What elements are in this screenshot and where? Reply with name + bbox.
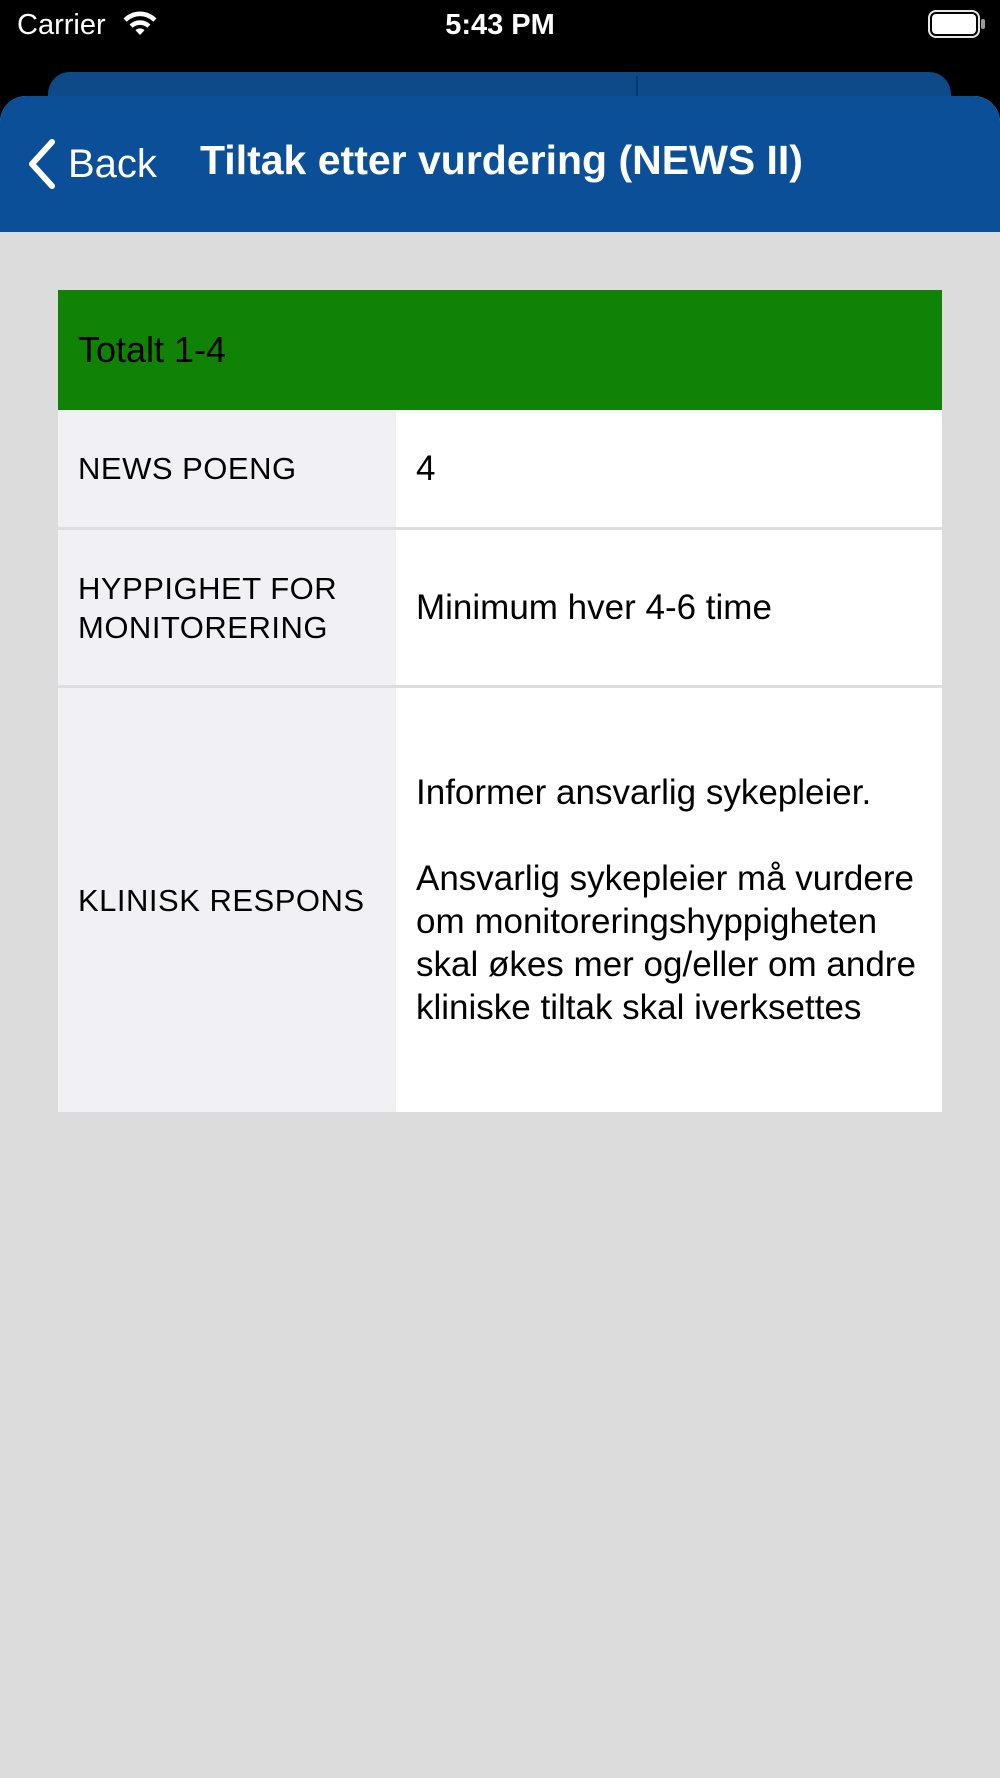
table-row-news-score bbox=[58, 410, 942, 530]
row-value: 4 bbox=[396, 410, 942, 527]
navigation-bar bbox=[0, 96, 1000, 232]
row-label: HYPPIGHET FOR MONITORERING bbox=[58, 530, 396, 685]
clinical-response-text bbox=[416, 771, 922, 1029]
clock-time: 5:43 PM bbox=[445, 9, 555, 41]
score-card bbox=[58, 290, 942, 1112]
score-range-header: Totalt 1-4 bbox=[58, 290, 942, 410]
row-value bbox=[396, 688, 942, 1112]
clinical-response-paragraph: Ansvarlig sykepleier må vurdere om monitoreringshyppigheten skal økes mer og/eller om andre kliniske tiltak skal iverksettes bbox=[416, 859, 916, 1027]
carrier-label: Carrier bbox=[17, 9, 106, 41]
back-label: Back bbox=[68, 142, 157, 186]
chevron-left-icon bbox=[26, 138, 58, 190]
clinical-response-paragraph: Informer ansvarlig sykepleier. bbox=[416, 773, 872, 812]
battery-icon bbox=[928, 10, 986, 38]
table-row-monitoring-frequency bbox=[58, 530, 942, 688]
row-label: KLINISK RESPONS bbox=[58, 688, 396, 1112]
row-label: NEWS POENG bbox=[58, 410, 396, 527]
page-title: Tiltak etter vurdering (NEWS II) bbox=[200, 137, 803, 183]
modal-sheet bbox=[0, 96, 1000, 1778]
status-bar bbox=[0, 0, 1000, 50]
table-row-clinical-response bbox=[58, 688, 942, 1112]
row-value: Minimum hver 4-6 time bbox=[396, 530, 942, 685]
back-button[interactable] bbox=[26, 134, 157, 194]
